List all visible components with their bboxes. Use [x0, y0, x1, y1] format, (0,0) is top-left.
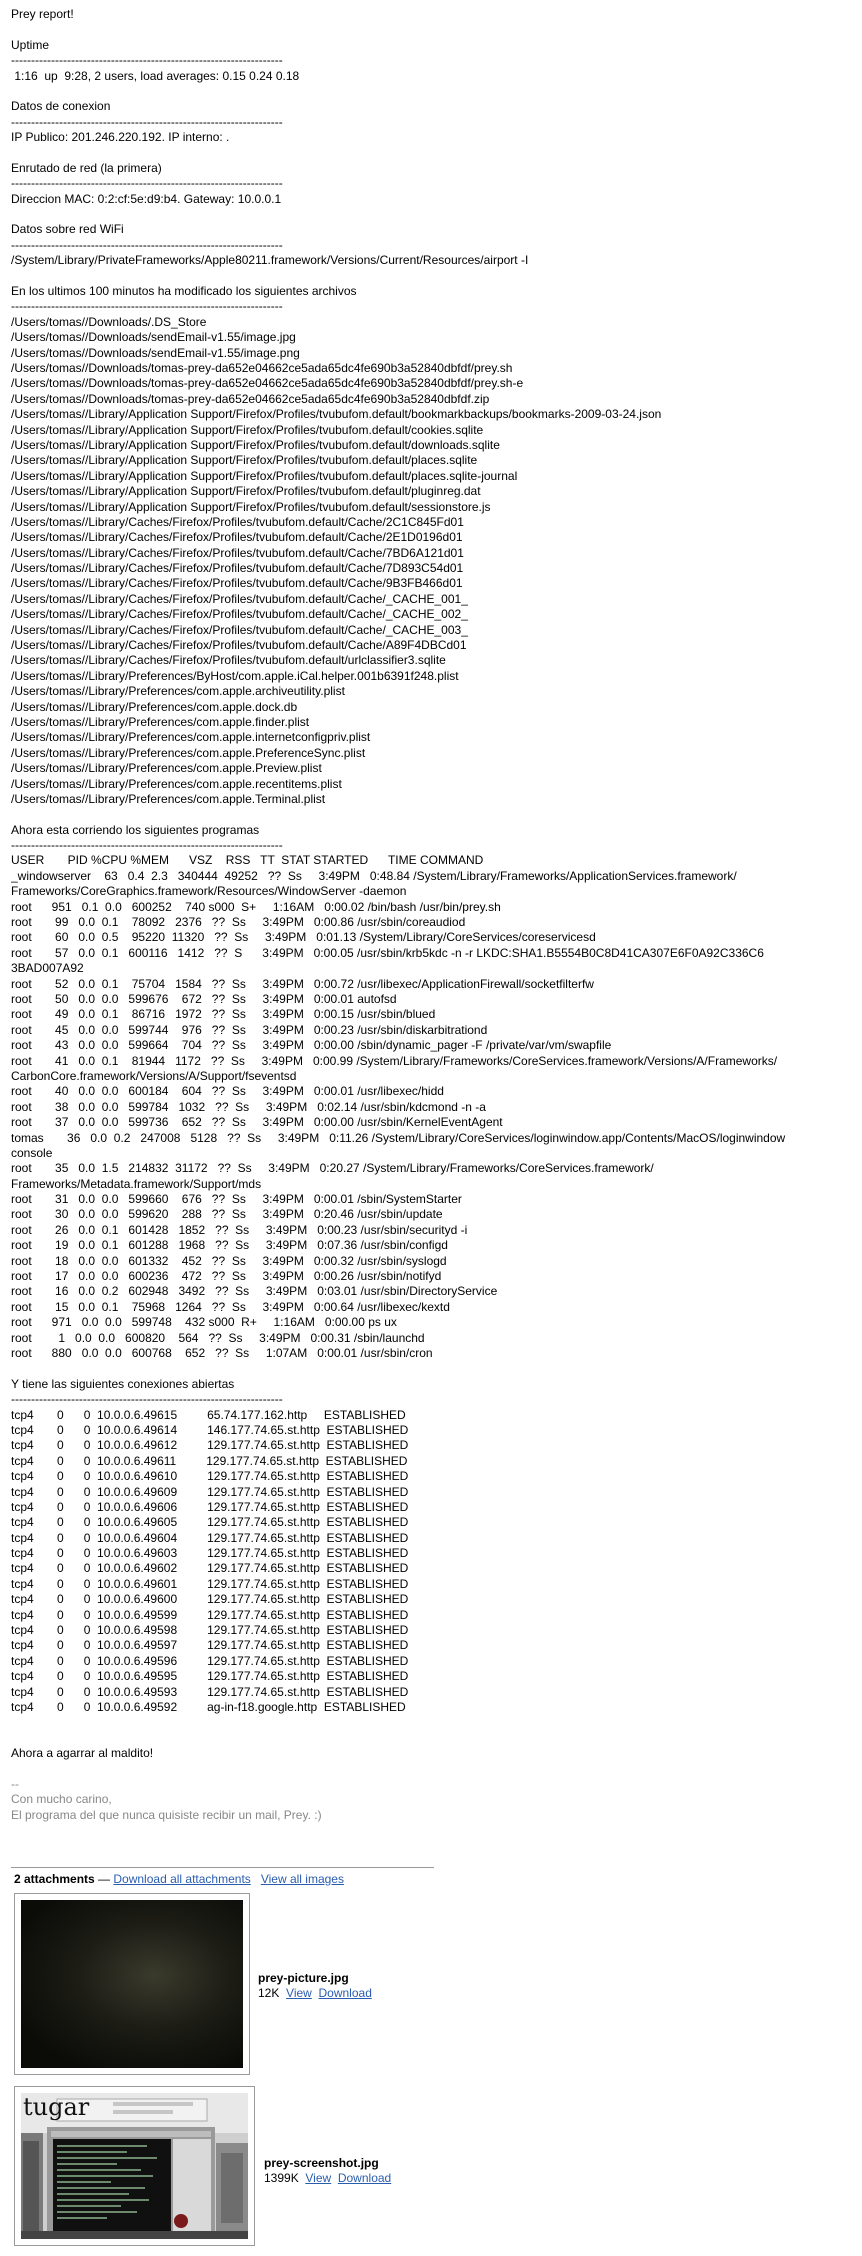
- report-line: --------------------------------------------------------------------: [11, 176, 283, 191]
- report-line: tcp4 0 0 10.0.0.6.49596 129.177.74.65.st.http ESTABLISHED: [11, 1653, 409, 1668]
- blank-line: [11, 1762, 851, 1777]
- report-line: /Users/tomas//Downloads/sendEmail-v1.55/image.png: [11, 345, 300, 360]
- report-line: root 880 0.0 0.0 600768 652 ?? Ss 1:07AM 0:00.01 /usr/sbin/cron: [11, 1345, 433, 1360]
- report-line: _windowserver 63 0.4 2.3 340444 49252 ?? Ss 3:49PM 0:48.84 /System/Library/Frameworks/ApplicationServices.framework/: [11, 868, 737, 883]
- report-line: --------------------------------------------------------------------: [11, 53, 283, 68]
- report-line: /Users/tomas//Library/Caches/Firefox/Profiles/tvubufom.default/Cache/2C1C845Fd01: [11, 514, 464, 529]
- view-all-images-link[interactable]: View all images: [260, 1872, 344, 1886]
- attachment-download-link[interactable]: Download: [318, 1986, 372, 2000]
- report-line: tcp4 0 0 10.0.0.6.49601 129.177.74.65.st.http ESTABLISHED: [11, 1576, 409, 1591]
- section-title: Enrutado de red (la primera): [11, 160, 162, 175]
- report-line: tcp4 0 0 10.0.0.6.49614 146.177.74.65.st.http ESTABLISHED: [11, 1422, 409, 1437]
- report-line: --------------------------------------------------------------------: [11, 237, 283, 252]
- report-line: root 45 0.0 0.0 599744 976 ?? Ss 3:49PM 0:00.23 /usr/sbin/diskarbitrationd: [11, 1022, 488, 1037]
- report-line: tcp4 0 0 10.0.0.6.49599 129.177.74.65.st.http ESTABLISHED: [11, 1607, 409, 1622]
- report-line: /Users/tomas//Library/Application Support/Firefox/Profiles/tvubufom.default/bookmarkbackups/bookmarks-2009-03-24.json: [11, 407, 662, 422]
- report-line: /Users/tomas//Library/Application Support/Firefox/Profiles/tvubufom.default/downloads.sqlite: [11, 437, 500, 452]
- section-title: Prey report!: [11, 7, 74, 21]
- section-title: Ahora esta corriendo los siguientes programas: [11, 822, 260, 837]
- section-title: Datos sobre red WiFi: [11, 222, 124, 237]
- report-line: --------------------------------------------------------------------: [11, 838, 283, 853]
- blank-line: [11, 1361, 851, 1376]
- report-line: tcp4 0 0 10.0.0.6.49604 129.177.74.65.st.http ESTABLISHED: [11, 1530, 409, 1545]
- report-line: tcp4 0 0 10.0.0.6.49593 129.177.74.65.st.http ESTABLISHED: [11, 1684, 409, 1699]
- download-all-link[interactable]: Download all attachments: [113, 1872, 251, 1886]
- signature-line: --: [11, 1776, 19, 1791]
- signature-line: El programa del que nunca quisiste recibir un mail, Prey. :): [11, 1807, 322, 1822]
- report-line: /Users/tomas//Library/Caches/Firefox/Profiles/tvubufom.default/Cache/2E1D0196d01: [11, 530, 463, 545]
- report-line: /Users/tomas//Library/Preferences/com.apple.PreferenceSync.plist: [11, 745, 366, 760]
- signature-line: Con mucho carino,: [11, 1792, 112, 1807]
- report-line: 1:16 up 9:28, 2 users, load averages: 0.15 0.24 0.18: [11, 68, 300, 83]
- report-line: /Users/tomas//Library/Application Support/Firefox/Profiles/tvubufom.default/cookies.sqlite: [11, 422, 484, 437]
- attachment-view-link[interactable]: View: [305, 2171, 332, 2185]
- report-line: tcp4 0 0 10.0.0.6.49598 129.177.74.65.st.http ESTABLISHED: [11, 1623, 409, 1638]
- blank-line: [11, 146, 851, 161]
- report-line: tcp4 0 0 10.0.0.6.49610 129.177.74.65.st.http ESTABLISHED: [11, 1469, 409, 1484]
- attachments-divider: [11, 1867, 434, 1868]
- report-line: tcp4 0 0 10.0.0.6.49609 129.177.74.65.st.http ESTABLISHED: [11, 1484, 409, 1499]
- report-line: /Users/tomas//Library/Caches/Firefox/Profiles/tvubufom.default/Cache/9B3FB466d01: [11, 576, 463, 591]
- attachments-count: 2 attachments: [14, 1872, 95, 1886]
- report-line: tcp4 0 0 10.0.0.6.49606 129.177.74.65.st.http ESTABLISHED: [11, 1499, 409, 1514]
- report-line: tcp4 0 0 10.0.0.6.49615 65.74.177.162.http ESTABLISHED: [11, 1407, 406, 1422]
- report-line: CarbonCore.framework/Versions/A/Support/fseventsd: [11, 1068, 297, 1083]
- report-line: root 50 0.0 0.0 599676 672 ?? Ss 3:49PM 0:00.01 autofsd: [11, 992, 397, 1006]
- report-line: root 57 0.0 0.1 600116 1412 ?? S 3:49PM 0:00.05 /usr/sbin/krb5kdc -n -r LKDC:SHA1.B5554B0C8D41CA307E6F0A92C336C6: [11, 945, 764, 960]
- report-line: /Users/tomas//Library/Caches/Firefox/Profiles/tvubufom.default/urlclassifier3.sqlite: [11, 653, 446, 668]
- report-line: root 26 0.0 0.1 601428 1852 ?? Ss 3:49PM 0:00.23 /usr/sbin/securityd -i: [11, 1222, 468, 1237]
- report-line: /Users/tomas//Library/Caches/Firefox/Profiles/tvubufom.default/Cache/7D893C54d01: [11, 561, 464, 576]
- report-line: --------------------------------------------------------------------: [11, 1392, 283, 1407]
- report-line: root 971 0.0 0.0 599748 432 s000 R+ 1:16AM 0:00.00 ps ux: [11, 1315, 397, 1330]
- desktop-screenshot-thumbnail-icon: [21, 2093, 248, 2239]
- report-line: /Users/tomas//Library/Preferences/com.apple.finder.plist: [11, 714, 310, 729]
- section-title: En los ultimos 100 minutos ha modificado los siguientes archivos: [11, 284, 357, 299]
- report-line: /Users/tomas//Library/Application Support/Firefox/Profiles/tvubufom.default/places.sqlite: [11, 453, 478, 468]
- attachments-separator: —: [94, 1872, 114, 1886]
- report-line: /Users/tomas//Library/Caches/Firefox/Profiles/tvubufom.default/Cache/_CACHE_002_: [11, 607, 468, 622]
- report-line: tcp4 0 0 10.0.0.6.49611 129.177.74.65.st.http ESTABLISHED: [11, 1453, 408, 1468]
- report-line: /Users/tomas//Downloads/tomas-prey-da652e04662ce5ada65dc4fe690b3a52840dbfdf.zip: [11, 391, 490, 406]
- webcam-photo-thumbnail-icon: [21, 1900, 243, 2068]
- report-line: Frameworks/Metadata.framework/Support/mds: [11, 1176, 262, 1191]
- thumbnail-logo-text: tugar: [23, 2093, 90, 2121]
- report-line: console: [11, 1145, 53, 1160]
- report-line: /Users/tomas//Library/Preferences/com.apple.internetconfigpriv.plist: [11, 730, 371, 745]
- blank-line: [11, 807, 851, 822]
- report-line: /Users/tomas//Downloads/tomas-prey-da652e04662ce5ada65dc4fe690b3a52840dbfdf/prey.sh: [11, 360, 513, 375]
- report-line: tcp4 0 0 10.0.0.6.49602 129.177.74.65.st.http ESTABLISHED: [11, 1561, 409, 1576]
- section-title: Uptime: [11, 37, 50, 52]
- blank-line: [11, 84, 851, 99]
- report-line: /Users/tomas//Downloads/sendEmail-v1.55/image.jpg: [11, 330, 296, 345]
- attachment-thumbnail-picture[interactable]: [14, 1893, 250, 2075]
- report-line: /Users/tomas//Library/Preferences/com.apple.Terminal.plist: [11, 791, 326, 806]
- report-line: root 37 0.0 0.0 599736 652 ?? Ss 3:49PM 0:00.00 /usr/sbin/KernelEventAgent: [11, 1115, 503, 1130]
- report-line: /Users/tomas//Library/Preferences/com.apple.Preview.plist: [11, 761, 322, 776]
- report-line: tomas 36 0.0 0.2 247008 5128 ?? Ss 3:49PM 0:11.26 /System/Library/CoreServices/loginwindow.app/Contents/MacOS/loginwindow: [11, 1130, 786, 1145]
- attachment-download-link[interactable]: Download: [337, 2171, 392, 2185]
- report-line: /Users/tomas//Library/Caches/Firefox/Profiles/tvubufom.default/Cache/_CACHE_003_: [11, 622, 468, 637]
- report-line: /Users/tomas//Library/Caches/Firefox/Profiles/tvubufom.default/Cache/_CACHE_001_: [11, 591, 468, 606]
- attachment-thumbnail-screenshot[interactable]: [14, 2086, 255, 2246]
- report-line: IP Publico: 201.246.220.192. IP interno: .: [11, 130, 230, 145]
- report-line: /Users/tomas//Library/Preferences/com.apple.archiveutility.plist: [11, 684, 345, 699]
- section-title: Datos de conexion: [11, 99, 111, 114]
- report-line: tcp4 0 0 10.0.0.6.49605 129.177.74.65.st.http ESTABLISHED: [11, 1515, 409, 1530]
- report-line: root 43 0.0 0.0 599664 704 ?? Ss 3:49PM 0:00.00 /sbin/dynamic_pager -F /private/var/vm/swapfile: [11, 1038, 612, 1053]
- report-line: tcp4 0 0 10.0.0.6.49595 129.177.74.65.st.http ESTABLISHED: [11, 1669, 409, 1684]
- report-line: /Users/tomas//Library/Preferences/com.apple.recentitems.plist: [11, 776, 342, 791]
- attachment-info-picture: [258, 1971, 372, 2001]
- report-line: root 951 0.1 0.0 600252 740 s000 S+ 1:16AM 0:00.02 /bin/bash /usr/bin/prey.sh: [11, 899, 501, 914]
- email-body: [11, 7, 851, 1823]
- blank-line: [11, 1731, 851, 1746]
- attachment-name: prey-screenshot.jpg: [264, 2156, 379, 2170]
- report-line: /Users/tomas//Library/Application Support/Firefox/Profiles/tvubufom.default/places.sqlite-journal: [11, 468, 518, 483]
- blank-line: [11, 207, 851, 222]
- section-title: Y tiene las siguientes conexiones abiertas: [11, 1376, 235, 1391]
- report-line: root 15 0.0 0.1 75968 1264 ?? Ss 3:49PM 0:00.64 /usr/libexec/kextd: [11, 1299, 450, 1314]
- report-line: root 30 0.0 0.0 599620 288 ?? Ss 3:49PM 0:20.46 /usr/sbin/update: [11, 1207, 443, 1222]
- blank-line: [11, 1715, 851, 1730]
- report-line: Frameworks/CoreGraphics.framework/Resources/WindowServer -daemon: [11, 884, 407, 899]
- report-line: tcp4 0 0 10.0.0.6.49600 129.177.74.65.st.http ESTABLISHED: [11, 1592, 409, 1607]
- report-line: /Users/tomas//Library/Preferences/com.apple.dock.db: [11, 699, 298, 714]
- report-line: root 19 0.0 0.1 601288 1968 ?? Ss 3:49PM 0:07.36 /usr/sbin/configd: [11, 1238, 448, 1253]
- report-line: /Users/tomas//Library/Application Support/Firefox/Profiles/tvubufom.default/sessionstore.js: [11, 499, 491, 514]
- closing-line: Ahora a agarrar al maldito!: [11, 1746, 154, 1761]
- report-line: root 52 0.0 0.1 75704 1584 ?? Ss 3:49PM 0:00.72 /usr/libexec/ApplicationFirewall/socketfilterfw: [11, 976, 594, 991]
- attachment-size: 1399K: [264, 2171, 299, 2185]
- report-line: root 38 0.0 0.0 599784 1032 ?? Ss 3:49PM 0:02.14 /usr/sbin/kdcmond -n -a: [11, 1099, 486, 1114]
- report-line: root 49 0.0 0.1 86716 1972 ?? Ss 3:49PM 0:00.15 /usr/sbin/blued: [11, 1007, 436, 1022]
- report-line: root 18 0.0 0.0 601332 452 ?? Ss 3:49PM 0:00.32 /usr/sbin/syslogd: [11, 1253, 447, 1268]
- attachment-info-screenshot: [264, 2156, 391, 2186]
- attachment-size: 12K: [258, 1986, 280, 2000]
- report-line: --------------------------------------------------------------------: [11, 299, 283, 314]
- report-line: root 41 0.0 0.1 81944 1172 ?? Ss 3:49PM 0:00.99 /System/Library/Frameworks/CoreServices.framework/Versions/A/Frameworks/: [11, 1053, 778, 1068]
- blank-line: [11, 269, 851, 284]
- report-line: root 60 0.0 0.5 95220 11320 ?? Ss 3:49PM 0:01.13 /System/Library/CoreServices/coreservicesd: [11, 930, 596, 945]
- report-line: root 16 0.0 0.2 602948 3492 ?? Ss 3:49PM 0:03.01 /usr/sbin/DirectoryService: [11, 1284, 498, 1299]
- report-line: tcp4 0 0 10.0.0.6.49597 129.177.74.65.st.http ESTABLISHED: [11, 1638, 409, 1653]
- report-line: /Users/tomas//Library/Preferences/ByHost/com.apple.iCal.helper.001b6391f248.plist: [11, 668, 459, 683]
- report-line: USER PID %CPU %MEM VSZ RSS TT STAT STARTED TIME COMMAND: [11, 853, 484, 868]
- report-line: /Users/tomas//Downloads/.DS_Store: [11, 314, 207, 329]
- report-line: tcp4 0 0 10.0.0.6.49592 ag-in-f18.google.http ESTABLISHED: [11, 1699, 406, 1714]
- report-line: /Users/tomas//Downloads/tomas-prey-da652e04662ce5ada65dc4fe690b3a52840dbfdf/prey.sh-e: [11, 376, 524, 391]
- report-line: root 40 0.0 0.0 600184 604 ?? Ss 3:49PM 0:00.01 /usr/libexec/hidd: [11, 1084, 444, 1099]
- report-line: root 17 0.0 0.0 600236 472 ?? Ss 3:49PM 0:00.26 /usr/sbin/notifyd: [11, 1269, 442, 1284]
- blank-line: [11, 22, 851, 37]
- report-line: --------------------------------------------------------------------: [11, 114, 283, 129]
- report-line: root 35 0.0 1.5 214832 31172 ?? Ss 3:49PM 0:20.27 /System/Library/Frameworks/CoreServices.framework/: [11, 1161, 654, 1176]
- report-line: /Users/tomas//Library/Caches/Firefox/Profiles/tvubufom.default/Cache/7BD6A121d01: [11, 545, 464, 560]
- attachments-header: [14, 1872, 344, 1887]
- report-line: /System/Library/PrivateFrameworks/Apple80211.framework/Versions/Current/Resources/airport -I: [11, 253, 529, 268]
- report-line: tcp4 0 0 10.0.0.6.49603 129.177.74.65.st.http ESTABLISHED: [11, 1546, 409, 1561]
- attachment-name: prey-picture.jpg: [258, 1971, 349, 1985]
- report-line: /Users/tomas//Library/Caches/Firefox/Profiles/tvubufom.default/Cache/A89F4DBCd01: [11, 638, 467, 653]
- report-line: root 99 0.0 0.1 78092 2376 ?? Ss 3:49PM 0:00.86 /usr/sbin/coreaudiod: [11, 915, 466, 930]
- report-line: root 1 0.0 0.0 600820 564 ?? Ss 3:49PM 0:00.31 /sbin/launchd: [11, 1330, 425, 1345]
- report-line: root 31 0.0 0.0 599660 676 ?? Ss 3:49PM 0:00.01 /sbin/SystemStarter: [11, 1192, 462, 1207]
- attachment-view-link[interactable]: View: [286, 1986, 312, 2000]
- report-line: tcp4 0 0 10.0.0.6.49612 129.177.74.65.st.http ESTABLISHED: [11, 1438, 409, 1453]
- report-line: 3BAD007A92: [11, 961, 84, 976]
- report-line: Direccion MAC: 0:2:cf:5e:d9:b4. Gateway: 10.0.0.1: [11, 191, 282, 206]
- report-line: /Users/tomas//Library/Application Support/Firefox/Profiles/tvubufom.default/pluginreg.dat: [11, 484, 481, 499]
